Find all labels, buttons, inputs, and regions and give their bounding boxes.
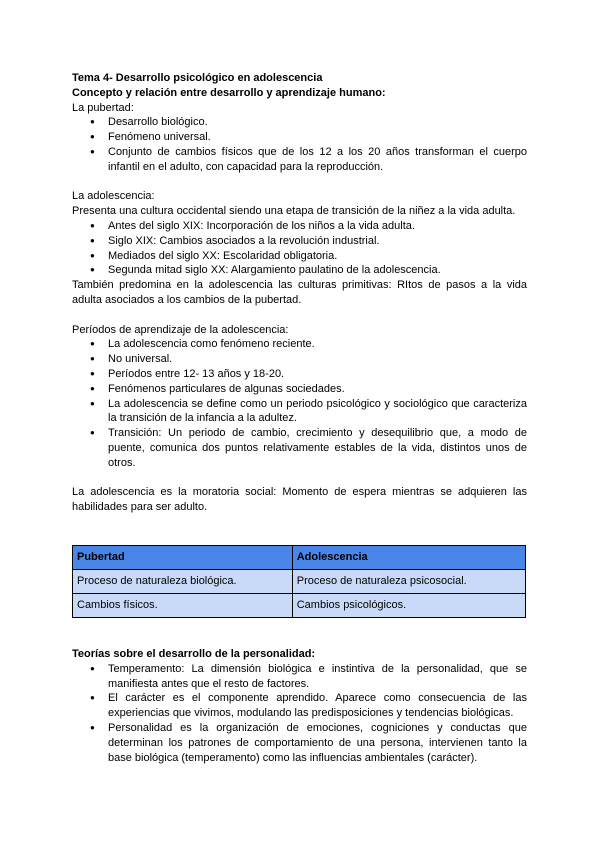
adolescencia-heading: La adolescencia: — [72, 190, 155, 203]
list-item: ● Períodos entre 12- 13 años y 18-20. — [108, 367, 527, 382]
pubertad-heading: La pubertad: — [72, 101, 134, 114]
adolescencia-list — [72, 219, 527, 278]
table-cell: Cambios psicológicos. — [292, 593, 525, 617]
list-item: ● Antes del siglo XIX: Incorporación de los niños a la vida adulta. — [108, 219, 527, 234]
table-cell: Cambios físicos. — [73, 593, 293, 617]
comparison-table — [72, 545, 526, 618]
periodos-heading: Períodos de aprendizaje de la adolescencia: — [72, 323, 289, 336]
list-item: ● Temperamento: La dimensión biológica e instintiva de la personalidad, que se manifiesta antes que el resto de factores. — [108, 662, 527, 692]
document-page — [72, 71, 527, 765]
table-row — [73, 593, 526, 617]
pubertad-list — [72, 115, 527, 174]
table-row — [73, 569, 526, 593]
list-item: ● Fenómeno universal. — [108, 130, 527, 145]
table-cell: Proceso de naturaleza psicosocial. — [292, 569, 525, 593]
list-item: ● El carácter es el componente aprendido. Aparece como consecuencia de las experiencias que vivimos, modulando las predisposiciones y tendencias biológicas. — [108, 691, 527, 721]
moratoria-paragraph: La adolescencia es la moratoria social: Momento de espera mientras se adquieren las habilidades para ser adulto. — [72, 486, 527, 514]
list-item: ● No universal. — [108, 352, 527, 367]
list-item: ● Desarrollo biológico. — [108, 115, 527, 130]
document-title: Tema 4- Desarrollo psicológico en adolescencia — [72, 72, 323, 84]
table-header-cell: Pubertad — [73, 545, 293, 569]
list-item: ● Siglo XIX: Cambios asociados a la revolución industrial. — [108, 234, 527, 249]
list-item: ● Conjunto de cambios físicos que de los 12 a los 20 años transforman el cuerpo infantil en el adulto, con capacidad para la reproducción. — [108, 145, 527, 175]
teorias-list — [72, 662, 527, 766]
list-item: ● Mediados del siglo XX: Escolaridad obligatoria. — [108, 249, 527, 264]
list-item: ● Personalidad es la organización de emociones, cogniciones y conductas que determinan los patrones de comportamiento de una persona, intervienen tanto la base biológica (temperamento) como las influencias ambientales (carácter). — [108, 721, 527, 765]
list-item: ● Fenómenos particulares de algunas sociedades. — [108, 382, 527, 397]
list-item: ● Segunda mitad siglo XX: Alargamiento paulatino de la adolescencia. — [108, 263, 527, 278]
table-header-row — [73, 545, 526, 569]
table-cell: Proceso de naturaleza biológica. — [73, 569, 293, 593]
table-header-cell: Adolescencia — [292, 545, 525, 569]
list-item: ● La adolescencia se define como un periodo psicológico y sociológico que caracteriza la transición de la infancia a la adultez. — [108, 397, 527, 427]
periodos-list — [72, 337, 527, 470]
list-item: ● La adolescencia como fenómeno reciente. — [108, 337, 527, 352]
list-item: ● Transición: Un periodo de cambio, crecimiento y desequilibrio que, a modo de puente, comunica dos puntos relativamente estables de la vida, distintos unos de otros. — [108, 426, 527, 470]
teorias-heading: Teorías sobre el desarrollo de la personalidad: — [72, 648, 316, 661]
adolescencia-intro: Presenta una cultura occidental siendo una etapa de transición de la niñez a la vida adulta. — [72, 205, 516, 218]
section-subtitle: Concepto y relación entre desarrollo y aprendizaje humano: — [72, 86, 386, 99]
adolescencia-outro: También predomina en la adolescencia las culturas primitivas: RItos de pasos a la vida adulta asociados a los cambios de la pubertad. — [72, 279, 527, 306]
